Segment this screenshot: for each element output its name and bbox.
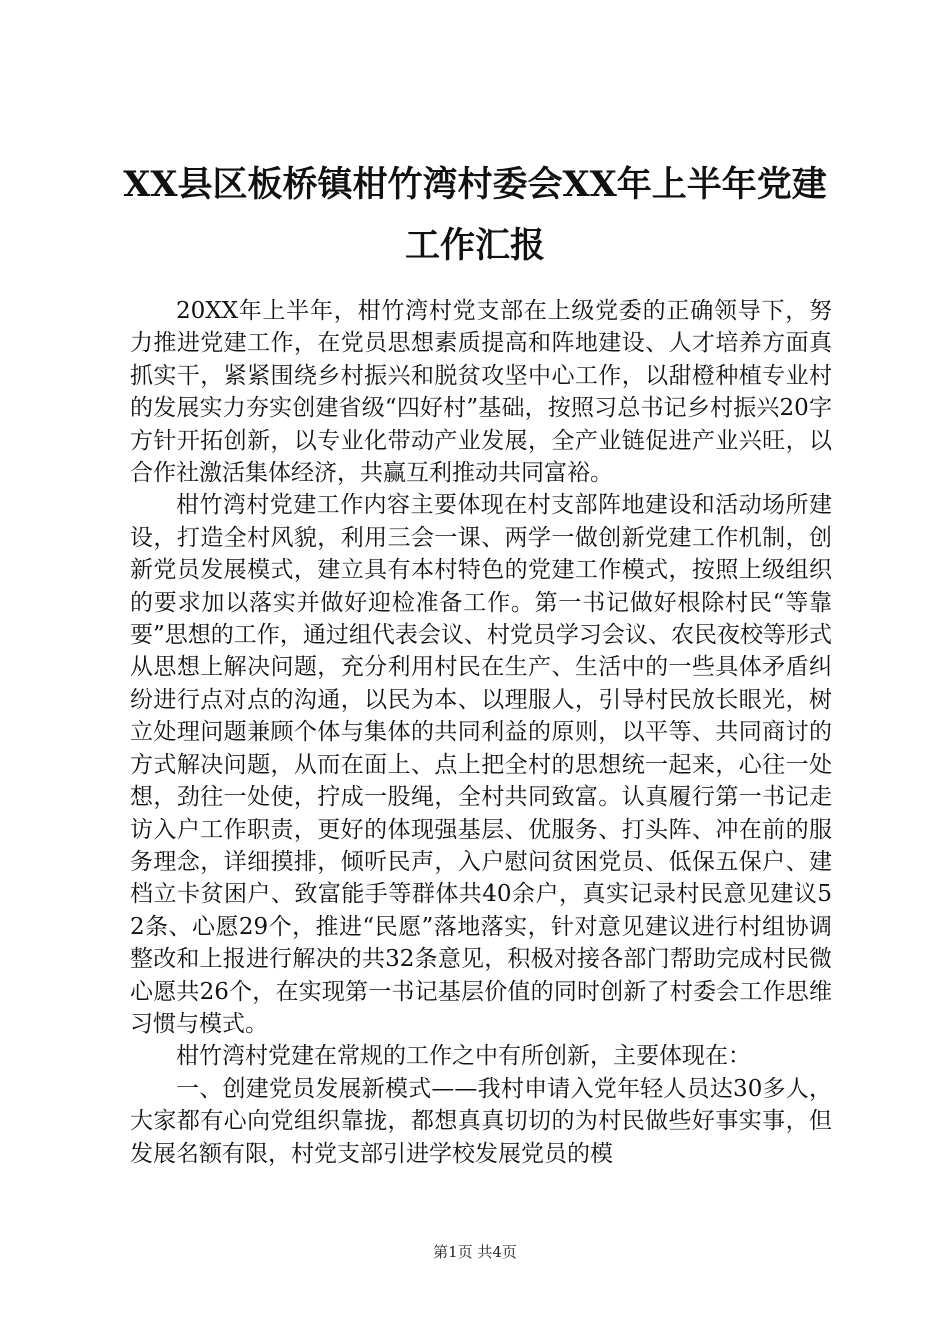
paragraph-4: 一、创建党员发展新模式——我村申请入党年轻人员达30多人，大家都有心向党组织靠拢，都想真真切切的为村民做些好事实事，但发展名额有限，村党支部引进学校发展党员的模 xyxy=(130,1075,832,1167)
paragraph-2: 柑竹湾村党建工作内容主要体现在村支部阵地建设和活动场所建设，打造全村风貌，利用三会一课、两学一做创新党建工作机制，创新党员发展模式，建立具有本村特色的党建工作模式，按照上级组织的要求加以落实并做好迎检准备工作。第一书记做好根除村民“等靠要”思想的工作，通过组代表会议、村党员学习会议、农民夜校等形式从思想上解决问题，充分利用村民在生产、生活中的一些具体矛盾纠纷进行点对点的沟通，以民为本、以理服人，引导村民放长眼光，树立处理问题兼顾个体与集体的共同利益的原则，以平等、共同商讨的方式解决问题，从而在面上、点上把全村的思想统一起来，心往一处想，劲往一处使，拧成一股绳，全村共同致富。认真履行第一书记走访入户工作职责，更好的体现强基层、优服务、打头阵、冲在前的服务理念，详细摸排，倾听民声，入户慰问贫困党员、低保五保户、建档立卡贫困户、致富能手等群体共40余户，真实记录村民意见建议52条、心愿29个，推进“民愿”落地落实，针对意见建议进行村组协调整改和上报进行解决的共32条意见，积极对接各部门帮助完成村民微心愿共26个，在实现第一书记基层价值的同时创新了村委会工作思维习惯与模式。 xyxy=(130,492,832,1037)
page-number-footer: 第1页 共4页 xyxy=(433,1243,517,1261)
paragraph-3: 柑竹湾村党建在常规的工作之中有所创新，主要体现在： xyxy=(176,1043,751,1070)
document-body xyxy=(130,295,832,1170)
document-title-line-1: XX县区板桥镇柑竹湾村委会XX年上半年党建 xyxy=(123,164,827,205)
document-title-line-2: 工作汇报 xyxy=(404,225,545,266)
paragraph-1: 20XX年上半年，柑竹湾村党支部在上级党委的正确领导下，努力推进党建工作，在党员思想素质提高和阵地建设、人才培养方面真抓实干，紧紧围绕乡村振兴和脱贫攻坚中心工作，以甜橙种植专业村的发展实力夯实创建省级“四好村”基础，按照习总书记乡村振兴20字方针开拓创新，以专业化带动产业发展，全产业链促进产业兴旺，以合作社激活集体经济，共赢互利推动共同富裕。 xyxy=(130,298,832,487)
